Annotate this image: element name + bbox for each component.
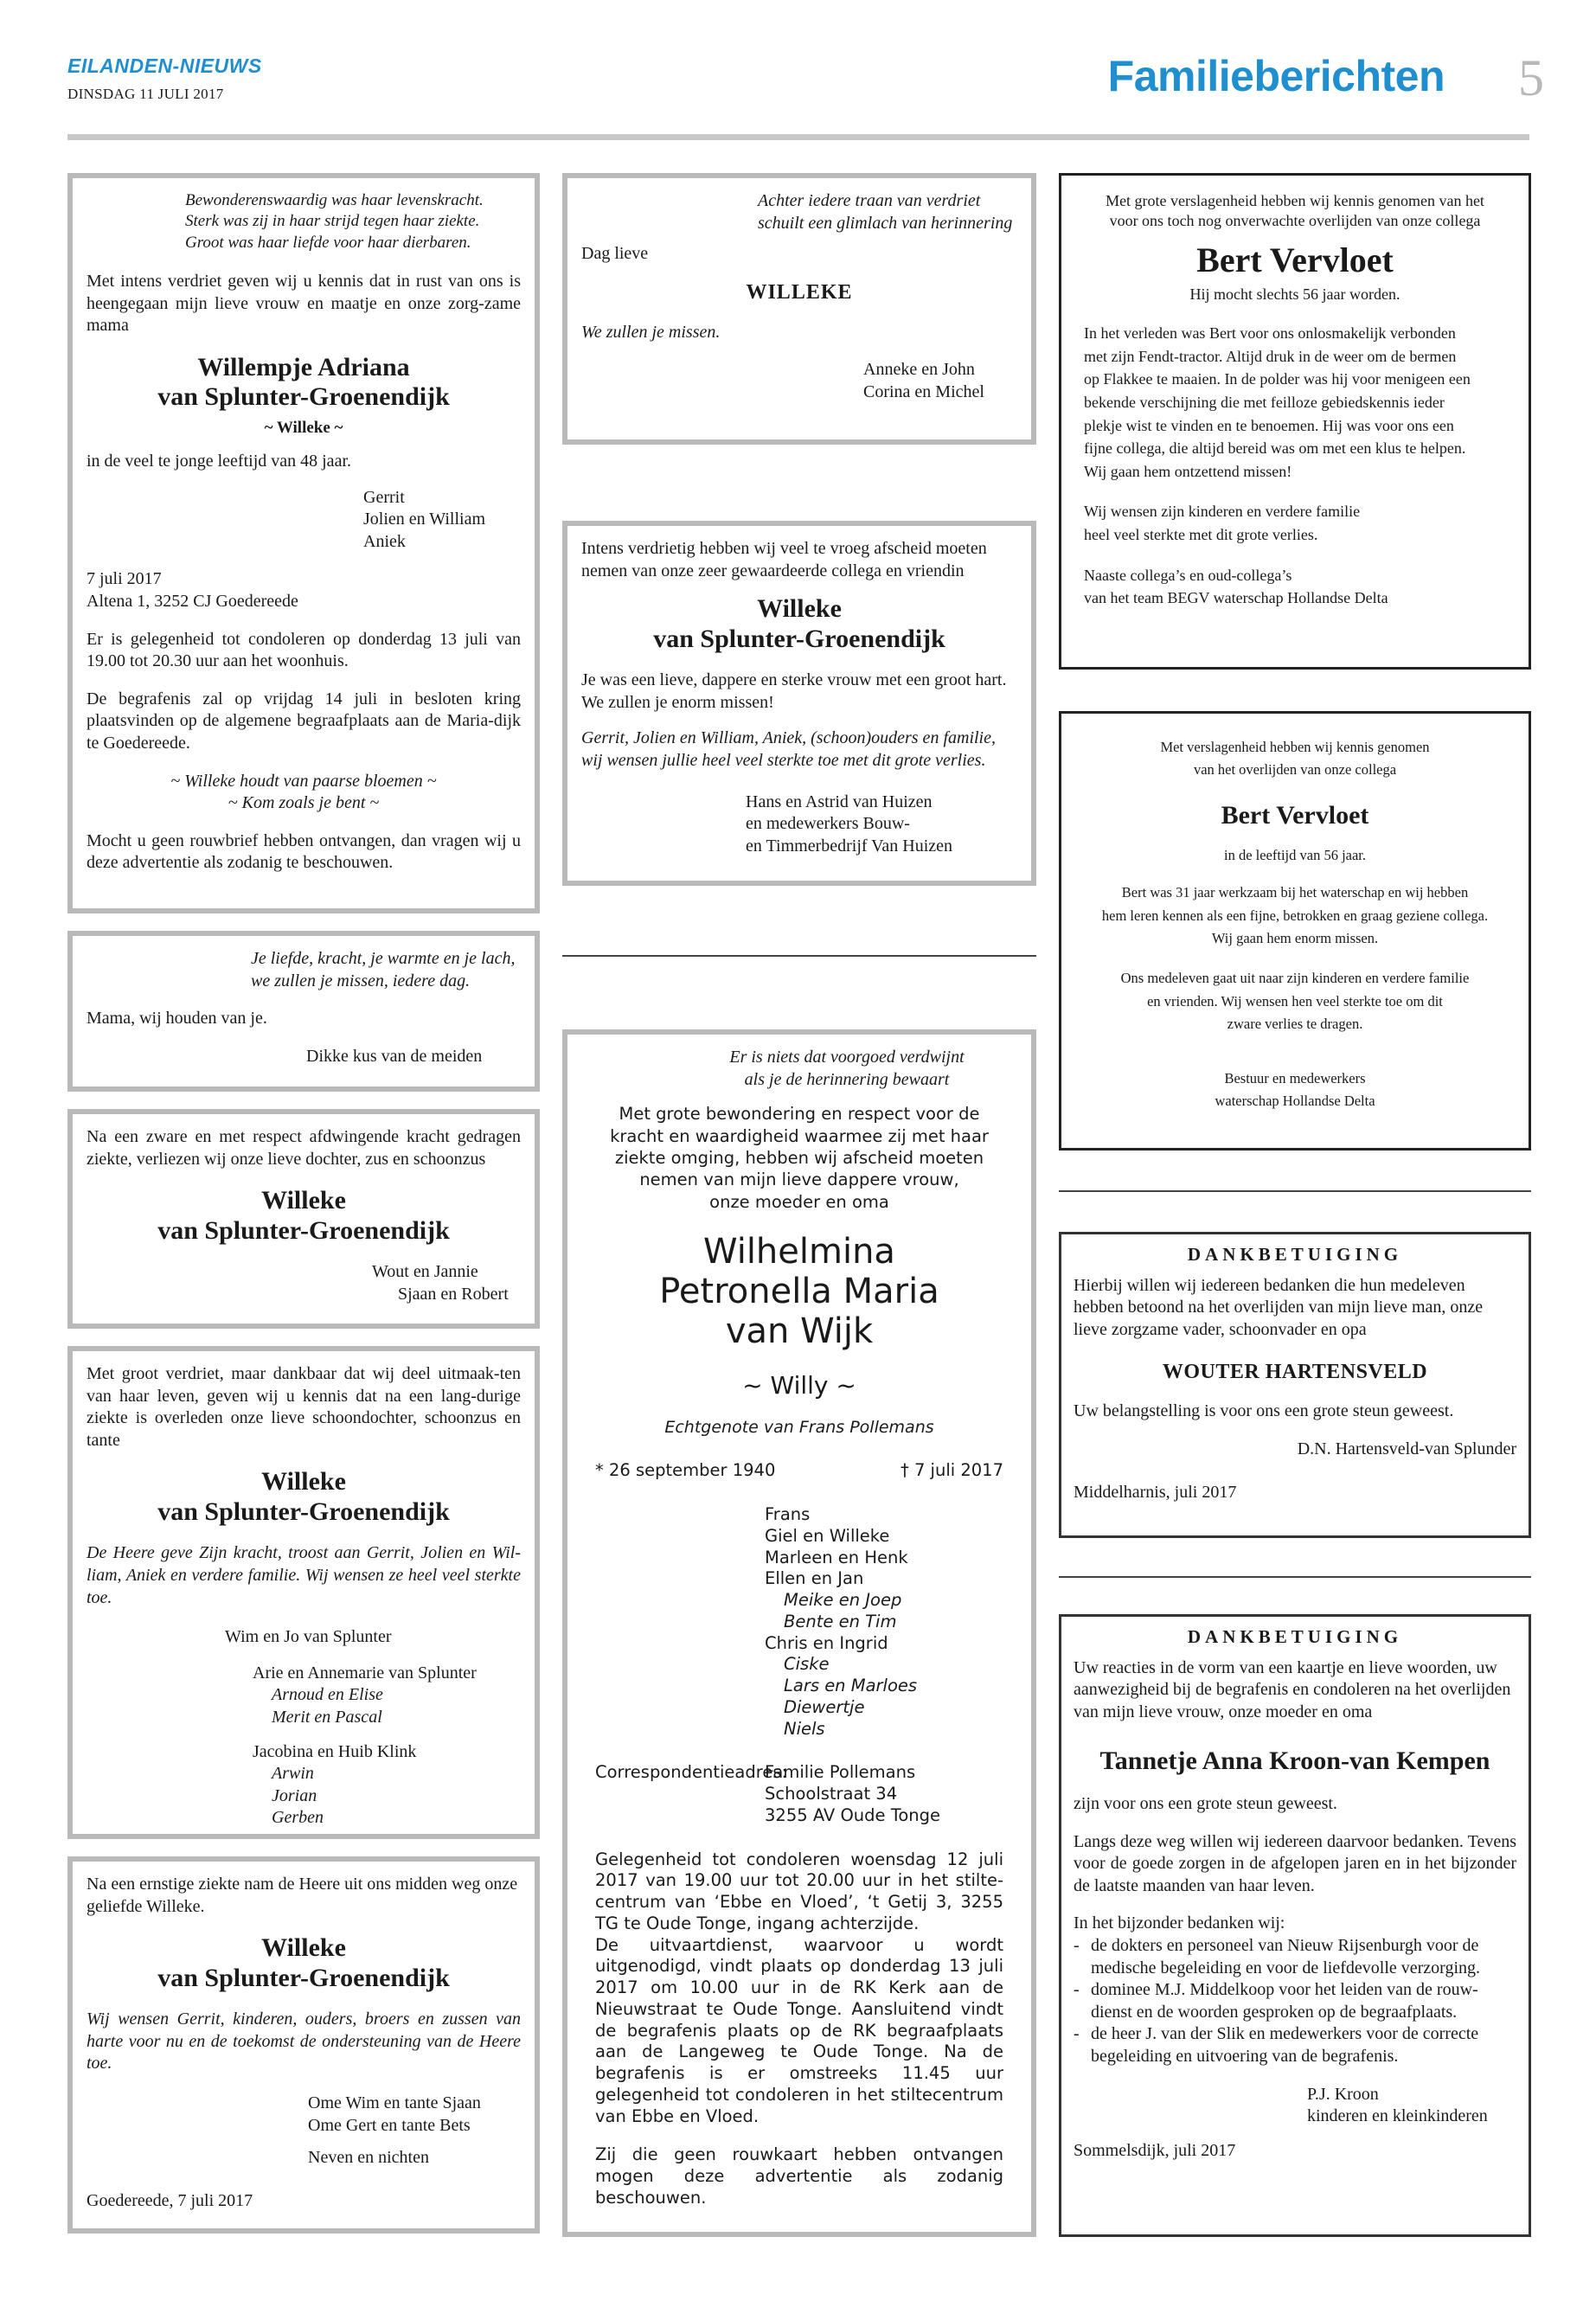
signature-line: Naaste collega’s en oud-collega’s [1084, 566, 1292, 584]
quote-line: als je de herinnering bewaart [744, 1069, 950, 1089]
ad-miss: We zullen je missen. [581, 322, 721, 342]
ad-signature [1074, 2084, 1516, 2128]
signature-line: Hans en Astrid van Huizen [746, 792, 933, 811]
quote-line: schuilt een glimlach van herinnering [758, 213, 1013, 233]
special-thanks-list [1074, 1935, 1516, 2068]
deceased-surname: van Splunter-Groenendijk [157, 1497, 450, 1526]
signature-line: Bestuur en medewerkers [1224, 1069, 1366, 1086]
ad-signature [1079, 1067, 1511, 1113]
family-signature [87, 487, 521, 554]
address-line: 3255 AV Oude Tonge [765, 1804, 940, 1825]
ad-signature: D.N. Hartensveld-van Splunder [1297, 1439, 1516, 1458]
ad-intro: Met intens verdriet geven wij u kennis dat in rust van ons is heengegaan mijn lieve vrouw en maatje en onze zorg-zame mama [87, 271, 521, 336]
grandchild: Bente en Tim [784, 1611, 897, 1631]
list-item: - dominee M.J. Middelkoop voor het leiden van de rouw-dienst en de woorden gesproken op de begraafplaats. [1074, 1979, 1516, 2023]
deceased-name [581, 594, 1017, 654]
signature-head: Wim en Jo van Splunter [225, 1627, 392, 1647]
ad-intro: Met groot verdriet, maar dankbaar dat wij deel uitmaak-ten van haar leven, geven wij u kennis dat na een lang-durige ziekte is overleden onze lieve schoondochter, schoonzus en tante [87, 1364, 521, 1450]
wish-line: Wij wensen zijn kinderen en verdere familie [1084, 503, 1361, 521]
ad-van-wijk [562, 1029, 1036, 2237]
ad-signature [87, 1261, 521, 1305]
column-separator [1059, 1576, 1531, 1578]
ad-signature: Dikke kus van de meiden [306, 1046, 483, 1066]
deceased-name [87, 353, 521, 413]
correspondence [595, 1762, 1003, 1826]
ad-signature [581, 792, 1017, 858]
wish-line: Ons medeleven gaat uit naar zijn kinderen en verdere familie [1120, 970, 1470, 987]
signature-line: waterschap Hollandse Delta [1215, 1093, 1375, 1110]
family-member: Giel en Willeke [765, 1525, 890, 1546]
quote-line: Bewonderenswaardig was haar levenskracht. [185, 191, 484, 209]
signature-line: Ome Wim en tante Sjaan [308, 2093, 481, 2112]
newspaper-logo: EILANDEN-NIEUWS [67, 54, 262, 77]
name-line: Petronella Maria [659, 1271, 939, 1311]
family-member: Ellen en Jan [765, 1568, 864, 1589]
deceased-surname: van Splunter-Groenendijk [157, 1963, 450, 1992]
ad-wish [1084, 500, 1506, 546]
signature-line: Wout en Jannie [372, 1262, 478, 1282]
deceased-surname: van Splunter-Groenendijk [653, 624, 945, 653]
list-item: - de heer J. van der Slik en medewerkers voor de correcte begeleiding en uitvoering van de begrafenis. [1074, 2023, 1516, 2067]
death-date: † 7 juli 2017 [901, 1460, 1003, 1481]
intro-line: van het overlijden van onze collega [1193, 761, 1397, 779]
signature-line: van het team BEGV waterschap Hollandse Delta [1084, 589, 1388, 607]
place-date: Goedereede, 7 juli 2017 [87, 2190, 253, 2210]
intro-line: Met grote verslagenheid hebben wij kennis genomen van het [1106, 192, 1484, 209]
family-member: Jolien en William [363, 510, 486, 529]
ad-wish: Gerrit, Jolien en William, Aniek, (schoon)ouders en familie, wij wensen jullie heel veel sterkte toe met dit grote verlies. [581, 728, 996, 770]
list-item-text: de heer J. van der Slik en medewerkers voor de correcte begeleiding en uitvoering van de begrafenis. [1091, 2024, 1479, 2066]
address-line: Altena 1, 3252 CJ Goedereede [87, 592, 298, 611]
life-dates [595, 1460, 1003, 1482]
text-line: plekje wist te vinden en te benoemen. Hij was voor ons een [1084, 416, 1454, 434]
grandchild: Ciske [784, 1654, 830, 1675]
ad-bert-colleagues [1059, 173, 1531, 670]
text-line: Wij gaan hem ontzettend missen! [1084, 462, 1292, 480]
ad-intro [1084, 191, 1506, 231]
grandchild: Meike en Joep [784, 1590, 902, 1610]
text-line: met zijn Fendt-tractor. Altijd druk in de weer om de bermen [1084, 347, 1457, 365]
family-member: Aniek [363, 531, 406, 551]
thanks-line: Uw belangstelling is voor ons een grote steun geweest. [1074, 1401, 1454, 1421]
grandchild: Diewertje [784, 1696, 865, 1717]
deceased-first-names: Willempje Adriana [197, 352, 410, 381]
deceased-surname: van Splunter-Groenendijk [157, 1215, 450, 1245]
signature-group [87, 1741, 521, 1830]
quote-line: Achter iedere traan van verdriet [758, 191, 981, 210]
thanks-text: Hierbij willen wij iedereen bedanken die hun medeleven hebben betoond na het overlijden van mijn lieve man, onze lieve zorgzame vader, schoonvader en opa [1074, 1275, 1484, 1340]
address-line: Familie Pollemans [765, 1762, 916, 1783]
page-number: 5 [1518, 49, 1544, 106]
list-item: - de dokters en personeel van Nieuw Rijsenburgh voor de medische begeleiding en voor de liefdevolle verzorging. [1074, 1935, 1516, 1979]
signature-line: Sjaan en Robert [398, 1284, 509, 1304]
deceased-surname: van Splunter-Groenendijk [157, 382, 450, 412]
ad-quote [581, 190, 1017, 234]
age-line: in de veel te jonge leeftijd van 48 jaar. [87, 452, 351, 471]
intro-line: Met verslagenheid hebben wij kennis genomen [1160, 739, 1430, 755]
flowers-line: ~ Willeke houdt van paarse bloemen ~ [170, 771, 437, 791]
ad-wish: De Heere geve Zijn kracht, troost aan Gerrit, Jolien en Wil-liam, Aniek en verdere familie. Wij wensen ze heel veel sterkte toe. [87, 1543, 521, 1607]
deceased-name: Bert Vervloet [1196, 240, 1394, 280]
quote-line: Er is niets dat voorgoed verdwijnt [729, 1048, 965, 1067]
ad-wish [1079, 967, 1511, 1035]
greeting: Dag lieve [581, 244, 649, 264]
age-line: in de leeftijd van 56 jaar. [1223, 847, 1367, 864]
text-line: fijne collega, die altijd bereid was om met een klus te helpen. [1084, 439, 1466, 458]
family-member: Frans [765, 1504, 811, 1524]
service-info: De uitvaartdienst, waarvoor u wordt uitgenodigd, vindt plaats op donderdag 13 juli 2017 om 10.00 uur in de RK Kerk aan de Nieuwstraat te Oude Tonge. Aansluitend vindt de begrafenis plaats op de RK begraafplaats aan de Langeweg te Oude Tonge. Na de begrafenis is er omstreeks 11.45 uur gelegenheid tot condoleren in het stiltecentrum van Ebbe en Vloed. [595, 1934, 1003, 2126]
intro-line: ziekte omging, hebben wij afscheid moeten [614, 1147, 984, 1168]
ad-uncles-aunts [67, 1856, 540, 2234]
issue-date: DINSDAG 11 JULI 2017 [67, 86, 224, 102]
column-separator [562, 955, 1036, 957]
age-line: Hij mocht slechts 56 jaar worden. [1189, 285, 1401, 304]
date-address [87, 568, 521, 612]
signature-child: Jorian [272, 1785, 317, 1805]
flowers-line: ~ Kom zoals je bent ~ [228, 793, 380, 813]
signature-child: Arnoud en Elise [272, 1685, 383, 1705]
ad-intro [595, 1103, 1003, 1213]
name-line: van Wijk [725, 1311, 874, 1351]
quote-line: Groot was haar liefde voor haar dierbaren. [185, 233, 471, 252]
deceased-first-name: Willeke [261, 1467, 346, 1497]
funeral-info: De begrafenis zal op vrijdag 14 juli in besloten kring plaatsvinden op de algemene begraafplaats aan de Maria-dijk te Goedereede. [87, 689, 521, 753]
deceased-first-name: Willeke [261, 1933, 346, 1963]
grandchild: Lars en Marloes [784, 1676, 918, 1695]
condolence-info: Er is gelegenheid tot condoleren op donderdag 13 juli van 19.00 tot 20.30 uur aan het woonhuis. [87, 629, 521, 671]
wish-line: en vrienden. Wij wensen hen veel sterkte toe om dit [1147, 992, 1443, 1009]
ad-quote [87, 190, 521, 253]
deceased-name: Bert Vervloet [1221, 800, 1369, 830]
signature-line: Arie en Annemarie van Splunter [253, 1663, 477, 1682]
nickname: ~ Willeke ~ [264, 418, 343, 437]
signature-line: Jacobina en Huib Klink [253, 1741, 417, 1761]
ad-bert-waterschap [1059, 711, 1531, 1150]
deceased-first-name: Willeke [757, 594, 842, 624]
correspondence-address [765, 1762, 940, 1826]
ad-signature [581, 359, 1017, 403]
quote-line: Sterk was zij in haar strijd tegen haar ziekte. [185, 212, 480, 231]
text-line: hem leren kennen als een fijne, betrokken en graag geziene collega. [1101, 907, 1489, 924]
thanks-heading: DANKBETUIGING [1187, 1626, 1403, 1647]
ad-in-laws [67, 1346, 540, 1839]
deceased-name [595, 1232, 1003, 1351]
date-line: 7 juli 2017 [87, 569, 162, 589]
deceased-name [87, 1933, 521, 1993]
header-rule [67, 134, 1529, 140]
deceased-name [87, 1467, 521, 1527]
quote-line: Je liefde, kracht, je warmte en je lach, [251, 949, 516, 968]
address-line: Schoolstraat 34 [765, 1784, 898, 1804]
thanks-text: Uw reacties in de vorm van een kaartje en lieve woorden, uw aanwezigheid bij de begrafenis en condoleren na het overlijden van mijn lieve vrouw, onze moeder en oma [1074, 1657, 1511, 1722]
intro-line: kracht en waardigheid waarmee zij met haar [610, 1125, 989, 1146]
spouse-line: Echtgenote van Frans Pollemans [664, 1417, 934, 1437]
signature-child: Merit en Pascal [272, 1707, 382, 1727]
section-title: Familieberichten [1107, 52, 1445, 100]
name-line: Wilhelmina [703, 1231, 895, 1272]
family-member: Gerrit [363, 487, 405, 507]
place-date: Sommelsdijk, juli 2017 [1074, 2140, 1236, 2160]
signature-line: kinderen en kleinkinderen [1307, 2106, 1488, 2126]
list-item-text: de dokters en personeel van Nieuw Rijsenburgh voor de medische begeleiding en voor de liefdevolle verzorging. [1091, 1936, 1481, 1977]
signature-line: Anneke en John [863, 360, 975, 380]
text-line: Bert was 31 jaar werkzaam bij het waterschap en wij hebben [1121, 884, 1469, 901]
signature-line: P.J. Kroon [1307, 2084, 1379, 2104]
ad-text [1079, 881, 1511, 950]
nickname: ~ Willy ~ [742, 1370, 856, 1400]
text-line: In het verleden was Bert voor ons onlosmakelijk verbonden [1084, 324, 1456, 343]
ad-daughters [67, 931, 540, 1092]
signature-child: Gerben [272, 1808, 324, 1828]
thanks-paragraph: Langs deze weg willen wij iedereen daarvoor bedanken. Tevens voor de goede zorgen in de afgelopen jaren en in het bijzonder de laatste maanden van haar leven. [1074, 1831, 1516, 1895]
intro-line: nemen van mijn lieve dappere vrouw, [639, 1170, 959, 1190]
intro-line: voor ons toch nog onverwachte overlijden van onze collega [1109, 212, 1481, 230]
ad-wish: Wij wensen Gerrit, kinderen, ouders, broers en zussen van harte voor nu en de toekomst de ondersteuning van de Heere toe. [87, 2009, 521, 2073]
wish-line: zware verlies te dragen. [1227, 1016, 1363, 1033]
ad-intro [1079, 736, 1511, 782]
text-line: bekende verschijning die met feilloze gebiedskennis ieder [1084, 393, 1445, 411]
list-item-text: dominee M.J. Middelkoop voor het leiden van de rouw-dienst en de woorden gesproken op de begraafplaats. [1091, 1980, 1478, 2022]
quote-line: we zullen je missen, iedere dag. [251, 971, 471, 990]
ad-quote [595, 1047, 1003, 1091]
wish-line: heel veel sterkte met dit grote verlies. [1084, 526, 1318, 544]
signature-line: en medewerkers Bouw- [746, 814, 910, 834]
ad-quote [87, 948, 521, 992]
signature-line: Neven en nichten [308, 2148, 429, 2168]
birth-date: * 26 september 1940 [595, 1460, 776, 1481]
support-line: zijn voor ons een grote steun geweest. [1074, 1794, 1337, 1814]
intro-line: Met grote bewondering en respect voor de [619, 1104, 980, 1125]
family-member: Marleen en Henk [765, 1547, 908, 1567]
flowers-note [87, 771, 521, 815]
deceased-name: WOUTER HARTENSVELD [1162, 1360, 1428, 1383]
family-list [595, 1504, 1003, 1740]
grandchild: Niels [784, 1718, 825, 1739]
text-line: op Flakkee te maaien. In de polder was hij voor menigeen een [1084, 370, 1471, 388]
signature-group [87, 1663, 521, 1729]
ad-signature [1084, 564, 1506, 610]
deceased-name [87, 1186, 521, 1246]
ad-line: Mama, wij houden van je. [87, 1009, 267, 1029]
ad-text: Je was een lieve, dappere en sterke vrouw met een groot hart. We zullen je enorm missen! [581, 670, 1007, 712]
ad-thanks-kroon [1059, 1614, 1531, 2237]
special-thanks-head: In het bijzonder bedanken wij: [1074, 1913, 1285, 1933]
signature-line: Corina en Michel [863, 381, 984, 401]
ad-text [1084, 322, 1506, 483]
correspondence-label: Correspondentieadres: [595, 1762, 788, 1783]
deceased-name: Tannetje Anna Kroon-van Kempen [1099, 1746, 1490, 1775]
ad-intro: Na een zware en met respect afdwingende kracht gedragen ziekte, verliezen wij onze lieve dochter, zus en schoonzus [87, 1127, 521, 1169]
ad-signature [87, 2093, 521, 2170]
ad-intro: Na een ernstige ziekte nam de Heere uit ons midden weg onze geliefde Willeke. [87, 1875, 518, 1916]
signature-line: Ome Gert en tante Bets [308, 2115, 471, 2135]
signature-child: Arwin [272, 1764, 314, 1784]
ad-willempje-family [67, 173, 540, 913]
thanks-heading: DANKBETUIGING [1187, 1244, 1403, 1265]
condolence-info: Gelegenheid tot condoleren woensdag 12 juli 2017 van 19.00 uur tot 20.00 uur in het stilte-centrum van ‘Ebbe en Vloed’, ‘t Getij 3, 3255 TG te Oude Tonge, ingang achterzijde. [595, 1849, 1003, 1933]
deceased-name: WILLEKE [746, 280, 853, 304]
deceased-first-name: Willeke [261, 1186, 346, 1215]
signature-line: en Timmerbedrijf Van Huizen [746, 836, 953, 856]
ad-parents [67, 1109, 540, 1329]
place-date: Middelharnis, juli 2017 [1074, 1482, 1237, 1502]
text-line: Wij gaan hem enorm missen. [1211, 930, 1379, 947]
intro-line: onze moeder en oma [709, 1191, 889, 1212]
family-member: Chris en Ingrid [765, 1632, 888, 1653]
ad-intro: Intens verdrietig hebben wij veel te vroeg afscheid moeten nemen van onze zeer gewaardeerde collega en vriendin [581, 539, 987, 580]
ad-van-huizen [562, 521, 1036, 886]
closing-note: Mocht u geen rouwbrief hebben ontvangen, dan vragen wij u deze advertentie als zodanig te beschouwen. [87, 830, 521, 873]
column-separator [1059, 1190, 1531, 1192]
closing-note: Zij die geen rouwkaart hebben ontvangen mogen deze advertentie als zodanig beschouwen. [595, 2144, 1003, 2208]
ad-anneke-john [562, 173, 1036, 445]
ad-thanks-hartensveld [1059, 1232, 1531, 1538]
